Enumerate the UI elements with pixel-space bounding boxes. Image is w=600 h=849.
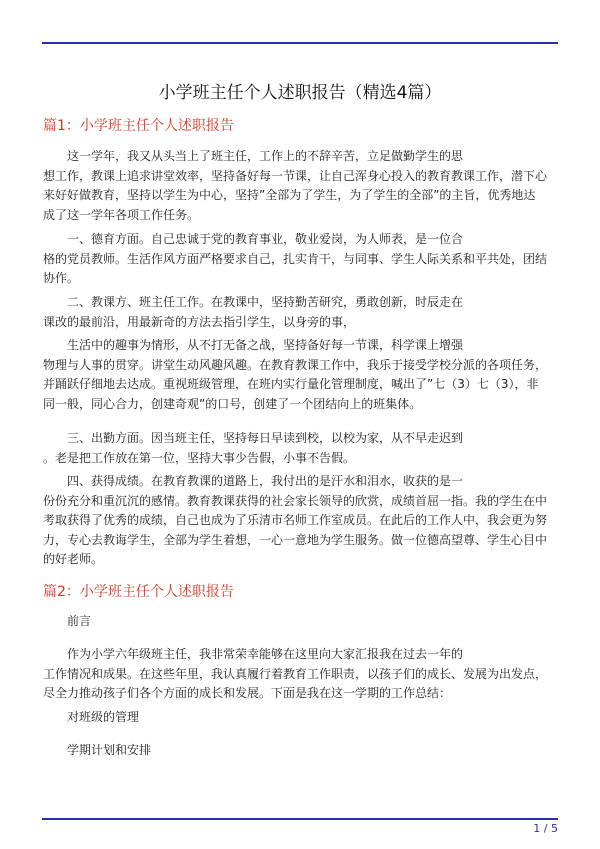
section-1-paragraph-3: [43, 293, 558, 332]
document-title: 小学班主任个人述职报告（精选4篇）: [158, 83, 442, 103]
text-line: 想工作，教课上追求讲堂效率，坚持备好每一节课，让自己浑身心投入的教育教课工作，潜下心: [43, 168, 548, 183]
section-1-heading: 篇1：小学班主任个人述职报告: [43, 118, 234, 134]
section-1-paragraph-4: [43, 336, 558, 414]
text-line: 协作。: [43, 271, 80, 285]
text-line: 格的党员教师。生活作风方面严格要求自己，扎实肯干，与同事、学生人际关系和平共处，团结: [43, 251, 548, 266]
text-line: 并踊跃仔细地去达成。重视班级管理，在班内实行量化管理制度，喊出了”七（3）七（3），非: [43, 377, 539, 391]
text-line: 成了这一学年各项工作任务。: [43, 207, 200, 222]
text-line: 学期计划和安排: [67, 743, 152, 757]
page-number: 1 / 5: [533, 822, 558, 835]
text-line: 尽全力推动孩子们各个方面的成长和发展。下面是我在这一学期的工作总结：: [43, 686, 452, 700]
text-line: 份份充分和重沉沉的感情。教育教课获得的社会家长领导的欣赏，成绩首屈一指。我的学生在中: [43, 493, 548, 508]
text-line: 工作情况和成果。在这些年里，我认真履行着教育工作职责，以孩子们的成长、发展为出发点，: [43, 666, 548, 681]
text-line: 来好好做教育，坚持以学生为中心，坚持”全部为了学生，为了学生的全部”的主旨，优秀地达: [43, 188, 536, 202]
section-2-preface: [43, 612, 558, 632]
text-line: 一、德育方面。自己忠诚于党的教育事业，敬业爱岗，为人师表，是一位合: [67, 232, 464, 246]
section-2-subheading-term-plan: [43, 741, 558, 761]
text-line: 生活中的趣事为情形，从不打无备之战，坚持备好每一节课，科学课上增强: [67, 338, 464, 352]
section-2-paragraph-1: [43, 645, 558, 704]
text-line: 力，专心去教诲学生，全部为学生着想，一心一意地为学生服务。做一位德高望尊、学生心目中: [43, 532, 548, 547]
text-line: 对班级的管理: [67, 710, 140, 724]
text-line: 课改的最前沿，用最新奇的方法去指引学生，以身旁的事，: [43, 314, 356, 329]
header-rule: [42, 42, 558, 44]
section-2-subheading-class-management: [43, 708, 558, 728]
section-1-paragraph-5: [43, 429, 558, 468]
text-line: 前言: [67, 614, 92, 628]
text-line: 。老是把工作放在第一位，坚持大事少告假，小事不告假。: [43, 450, 356, 465]
text-line: 三、出勤方面。因当班主任，坚持每日早读到校，以校为家，从不早走迟到: [67, 431, 464, 445]
text-line: 考取获得了优秀的成绩，自己也成为了乐清市名师工作室成员。在此后的工作人中，我会更为努: [43, 513, 548, 527]
text-line: 同一般，同心合力，创建奇观”的口号，创建了一个团结向上的班集体。: [43, 396, 422, 411]
section-1-paragraph-6: [43, 472, 558, 570]
section-1-paragraph-1: [43, 147, 558, 225]
footer-rule: [42, 818, 558, 820]
text-line: 物理与人事的贯穿。讲堂生动风趣风趣。在教育教课工作中，我乐于接受学校分派的各项任务，: [43, 357, 548, 372]
text-line: 二、教课方、班主任工作。在教课中，坚持勤苦研究，勇敢创新，时辰走在: [67, 295, 464, 309]
section-2-heading: 篇2：小学班主任个人述职报告: [43, 584, 234, 600]
text-line: 这一学年，我又从头当上了班主任，工作上的不辞辛苦，立足做勤学生的思: [67, 149, 464, 163]
text-line: 作为小学六年级班主任，我非常荣幸能够在这里向大家汇报我在过去一年的: [67, 647, 464, 661]
text-line: 四、获得成绩。在教育教课的道路上，我付出的是汗水和泪水，收获的是一: [67, 474, 464, 488]
text-line: 的好老师。: [43, 552, 104, 566]
section-1-paragraph-2: [43, 230, 558, 289]
